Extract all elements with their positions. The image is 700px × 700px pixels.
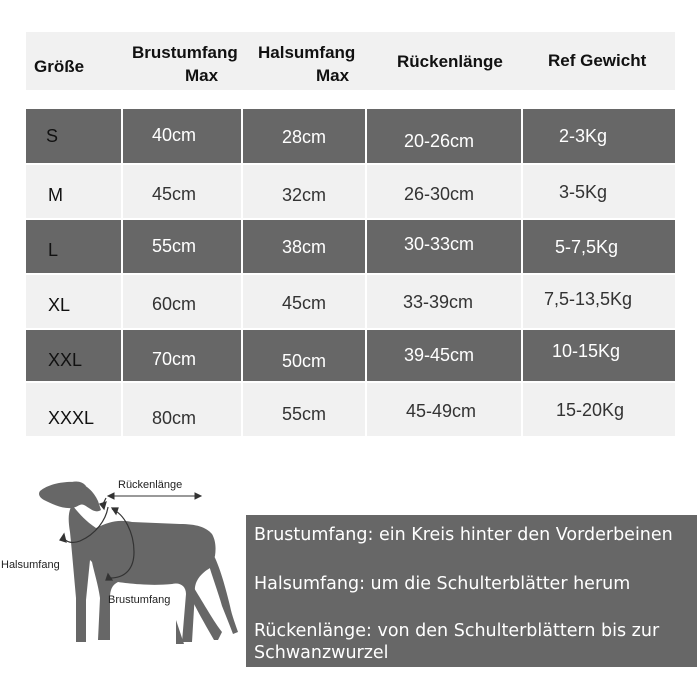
cell-weight: 15-20Kg	[556, 400, 625, 420]
header-chest-line1: Brustumfang	[132, 43, 238, 62]
info-chest: Brustumfang: ein Kreis hinter den Vorderbeinen	[254, 525, 673, 545]
header-weight: Ref Gewicht	[548, 51, 647, 70]
info-neck: Halsumfang: um die Schulterblätter herum	[254, 574, 631, 594]
cell-size: S	[46, 126, 59, 146]
table-row	[26, 275, 675, 328]
dog-measurement-diagram	[0, 470, 245, 680]
label-chest: Brustumfang	[108, 594, 171, 606]
cell-neck: 38cm	[282, 237, 327, 257]
cell-back: 39-45cm	[404, 345, 475, 365]
cell-chest: 40cm	[152, 125, 197, 145]
cell-weight: 10-15Kg	[552, 341, 621, 361]
cell-chest: 80cm	[152, 408, 197, 428]
table-row	[26, 220, 675, 273]
info-back-line2: Schwanzwurzel	[254, 643, 389, 663]
cell-weight: 5-7,5Kg	[555, 237, 619, 257]
dog-silhouette-icon	[39, 482, 238, 644]
cell-back: 30-33cm	[404, 234, 475, 254]
header-neck-line2: Max	[316, 66, 350, 85]
cell-neck: 55cm	[282, 404, 327, 424]
header-chest-line2: Max	[185, 66, 219, 85]
cell-size: XXL	[48, 350, 83, 370]
cell-neck: 45cm	[282, 293, 327, 313]
cell-weight: 3-5Kg	[559, 182, 608, 202]
info-back-line1: Rückenlänge: von den Schulterblättern bis zur	[254, 621, 660, 641]
cell-neck: 32cm	[282, 185, 327, 205]
cell-back: 45-49cm	[406, 401, 477, 421]
label-back-length: Rückenlänge	[118, 479, 183, 491]
cell-weight: 2-3Kg	[559, 126, 608, 146]
table-header	[26, 32, 675, 90]
info-box	[246, 515, 697, 667]
header-size: Größe	[34, 57, 85, 76]
cell-neck: 50cm	[282, 351, 327, 371]
table-row	[26, 109, 675, 163]
cell-size: L	[48, 240, 59, 260]
label-neck: Halsumfang	[1, 559, 60, 571]
cell-back: 20-26cm	[404, 131, 475, 151]
cell-chest: 45cm	[152, 184, 197, 204]
cell-back: 33-39cm	[403, 292, 474, 312]
cell-size: M	[48, 185, 63, 205]
header-back-length: Rückenlänge	[397, 52, 503, 71]
table-row	[26, 330, 675, 381]
back-length-arrow-icon	[108, 493, 201, 499]
header-neck-line1: Halsumfang	[258, 43, 356, 62]
cell-neck: 28cm	[282, 127, 327, 147]
cell-weight: 7,5-13,5Kg	[544, 289, 633, 309]
cell-chest: 70cm	[152, 349, 197, 369]
cell-back: 26-30cm	[404, 184, 475, 204]
cell-chest: 60cm	[152, 294, 197, 314]
table-row	[26, 383, 675, 436]
cell-size: XXXL	[48, 408, 95, 428]
table-row	[26, 165, 675, 218]
cell-size: XL	[48, 295, 71, 315]
cell-chest: 55cm	[152, 236, 197, 256]
